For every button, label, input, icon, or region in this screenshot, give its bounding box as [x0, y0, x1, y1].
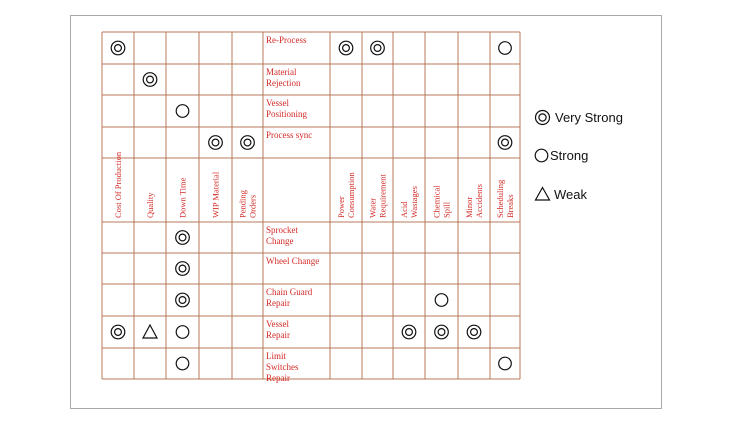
row-label: Material: [266, 67, 297, 77]
very-strong-symbol-icon: [402, 325, 416, 339]
column-label: Orders: [247, 194, 258, 218]
strong-symbol-icon: [534, 148, 549, 163]
column-label: Spill: [441, 201, 452, 218]
row-label: Re-Process: [266, 35, 307, 45]
very-strong-symbol-icon: [176, 231, 190, 245]
column-label: Accidents: [474, 184, 484, 218]
row-label: Repair: [266, 298, 290, 308]
very-strong-symbol-icon: [406, 329, 413, 336]
column-label: Quality: [145, 192, 155, 218]
column-label: Water: [367, 197, 378, 218]
legend-strong: [534, 144, 588, 166]
row-label: Repair: [266, 373, 290, 383]
very-strong-symbol-icon: [179, 265, 186, 272]
column-label: Power: [336, 196, 346, 218]
column-label: Acid: [399, 201, 409, 218]
weak-symbol-icon: [534, 186, 551, 202]
very-strong-symbol-icon: [147, 76, 154, 83]
row-label: Positioning: [266, 109, 308, 119]
very-strong-symbol-icon: [209, 136, 223, 150]
very-strong-symbol-icon: [467, 325, 481, 339]
very-strong-symbol-icon: [435, 325, 449, 339]
very-strong-symbol-icon: [371, 41, 385, 55]
column-label: Wastages: [409, 186, 419, 218]
very-strong-symbol-icon: [176, 262, 190, 276]
strong-symbol-icon: [435, 294, 448, 307]
strong-symbol-icon: [176, 105, 189, 118]
row-label: Change: [266, 236, 294, 246]
legend-weak: [534, 183, 587, 205]
legend-strong-label: Strong: [550, 147, 589, 163]
very-strong-symbol-icon: [111, 41, 125, 55]
very-strong-symbol-icon: [179, 234, 186, 241]
row-label: Wheel Change: [266, 256, 320, 266]
row-label: Repair: [266, 330, 290, 340]
strong-symbol-icon: [176, 357, 189, 370]
row-label: Process sync: [266, 130, 313, 140]
weak-symbol-icon: [143, 325, 157, 338]
very-strong-symbol-icon: [244, 139, 251, 146]
very-strong-symbol-icon: [438, 329, 445, 336]
legend-very-strong: [534, 106, 623, 128]
very-strong-symbol-icon: [179, 297, 186, 304]
column-label: WIP Material: [210, 171, 221, 218]
very-strong-symbol-icon: [339, 41, 353, 55]
legend-very-strong-label: Very Strong: [555, 109, 623, 125]
column-label: Cost Of Production: [113, 151, 123, 218]
very-strong-symbol-icon: [534, 109, 551, 126]
column-label: Consumption: [346, 172, 356, 218]
very-strong-symbol-icon: [115, 45, 122, 52]
column-label: Breaks: [505, 194, 515, 218]
very-strong-symbol-icon: [241, 136, 255, 150]
very-strong-symbol-icon: [115, 329, 122, 336]
column-label: Down Time: [177, 177, 188, 218]
very-strong-symbol-icon: [176, 293, 190, 307]
very-strong-symbol-icon: [502, 139, 509, 146]
very-strong-symbol-icon: [471, 329, 478, 336]
column-label: Scheduling: [495, 179, 505, 218]
row-label: Vessel: [266, 319, 289, 329]
row-label: Chain Guard: [266, 287, 313, 297]
row-label: Switches: [266, 362, 299, 372]
strong-symbol-icon: [499, 357, 512, 370]
row-label: Sprocket: [266, 225, 298, 235]
column-label: Pending: [237, 190, 248, 218]
very-strong-symbol-icon: [212, 139, 219, 146]
very-strong-symbol-icon: [343, 45, 350, 52]
row-label: Vessel: [266, 98, 289, 108]
strong-symbol-icon: [176, 326, 189, 339]
very-strong-symbol-icon: [143, 73, 157, 87]
strong-symbol-icon: [499, 42, 512, 55]
column-label: Minor: [464, 196, 474, 218]
very-strong-symbol-icon: [374, 45, 381, 52]
very-strong-symbol-icon: [111, 325, 125, 339]
row-label: Rejection: [266, 78, 301, 88]
legend-weak-label: Weak: [554, 186, 587, 202]
column-label: Requirement: [377, 174, 388, 218]
row-label: Limit: [266, 351, 286, 361]
column-label: Chemical: [431, 185, 442, 218]
very-strong-symbol-icon: [498, 136, 512, 150]
